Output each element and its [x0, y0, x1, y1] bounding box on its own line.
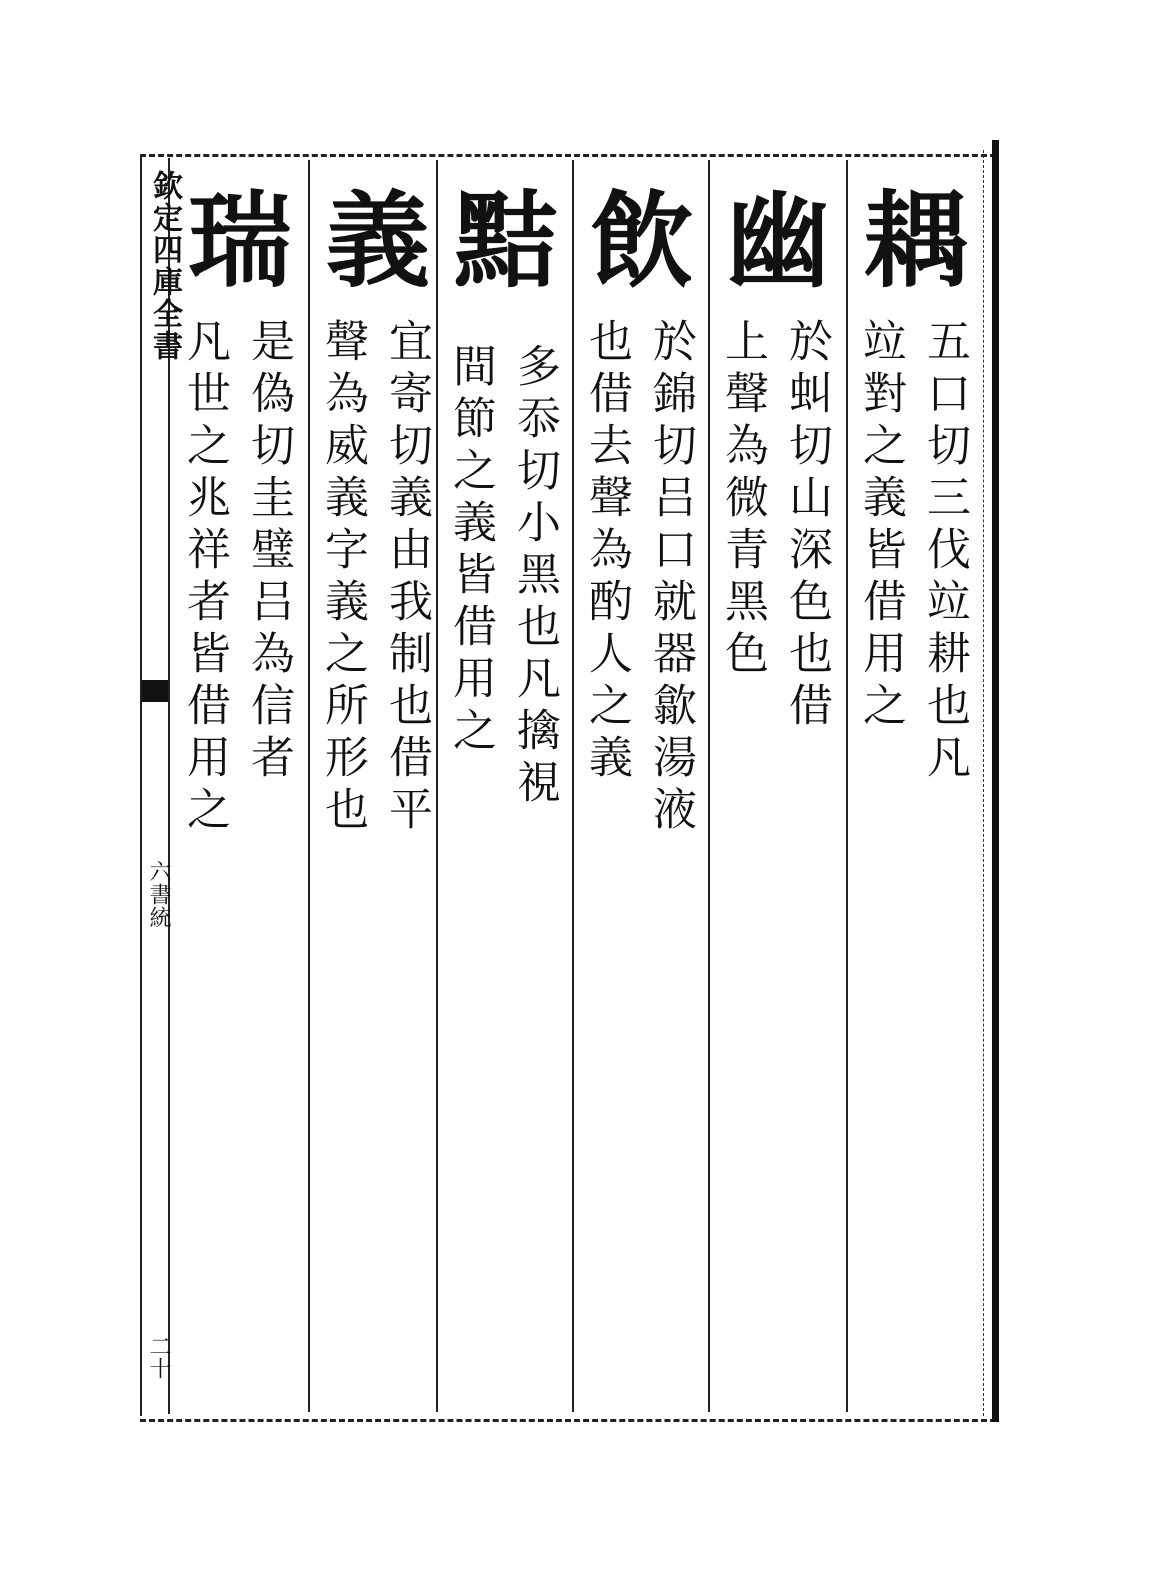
entry-text-line: 聲為威義字義之所形也	[317, 318, 368, 838]
entry-4	[436, 168, 576, 1408]
entry-text-line: 於錦切吕口就器歙湯液	[645, 318, 696, 838]
entry-text-line: 凡世之兆祥者皆借用之	[179, 318, 230, 838]
seal-character: 耦	[863, 179, 968, 302]
entry-text-line: 多忝切小黑也凡擒視	[509, 343, 560, 811]
seal-character: 瑞	[187, 179, 292, 302]
margin-strip	[142, 160, 182, 1410]
seal-character: 飲	[589, 179, 694, 302]
folio-number: 二十	[146, 1335, 171, 1379]
entry-text-line: 間節之義皆借用之	[445, 343, 496, 759]
entry-6	[170, 168, 310, 1408]
entry-text-line: 是偽切圭璧吕為信者	[243, 318, 294, 786]
entry-text-line: 五口切三伐竝耕也凡	[919, 318, 970, 786]
entry-2	[708, 168, 848, 1408]
entry-3	[572, 168, 712, 1408]
entry-text-line: 宜寄切義由我制也借平	[381, 318, 432, 838]
entry-5	[308, 168, 448, 1408]
book-title: 欽定四庫全書	[147, 170, 182, 362]
seal-character: 幽	[725, 179, 830, 302]
entry-text-line: 上聲為微青黑色	[717, 318, 768, 682]
entry-text-line: 也借去聲為酌人之義	[581, 318, 632, 786]
entry-1	[846, 168, 986, 1408]
fish-tail-mark	[142, 680, 168, 702]
seal-character: 義	[325, 179, 430, 302]
chapter-title: 六書統	[146, 860, 171, 929]
frame-right-border	[992, 140, 999, 1422]
entry-text-line: 於虯切山深色也借	[781, 318, 832, 734]
entry-text-line: 竝對之義皆借用之	[855, 318, 906, 734]
seal-character: 黠	[453, 179, 558, 302]
